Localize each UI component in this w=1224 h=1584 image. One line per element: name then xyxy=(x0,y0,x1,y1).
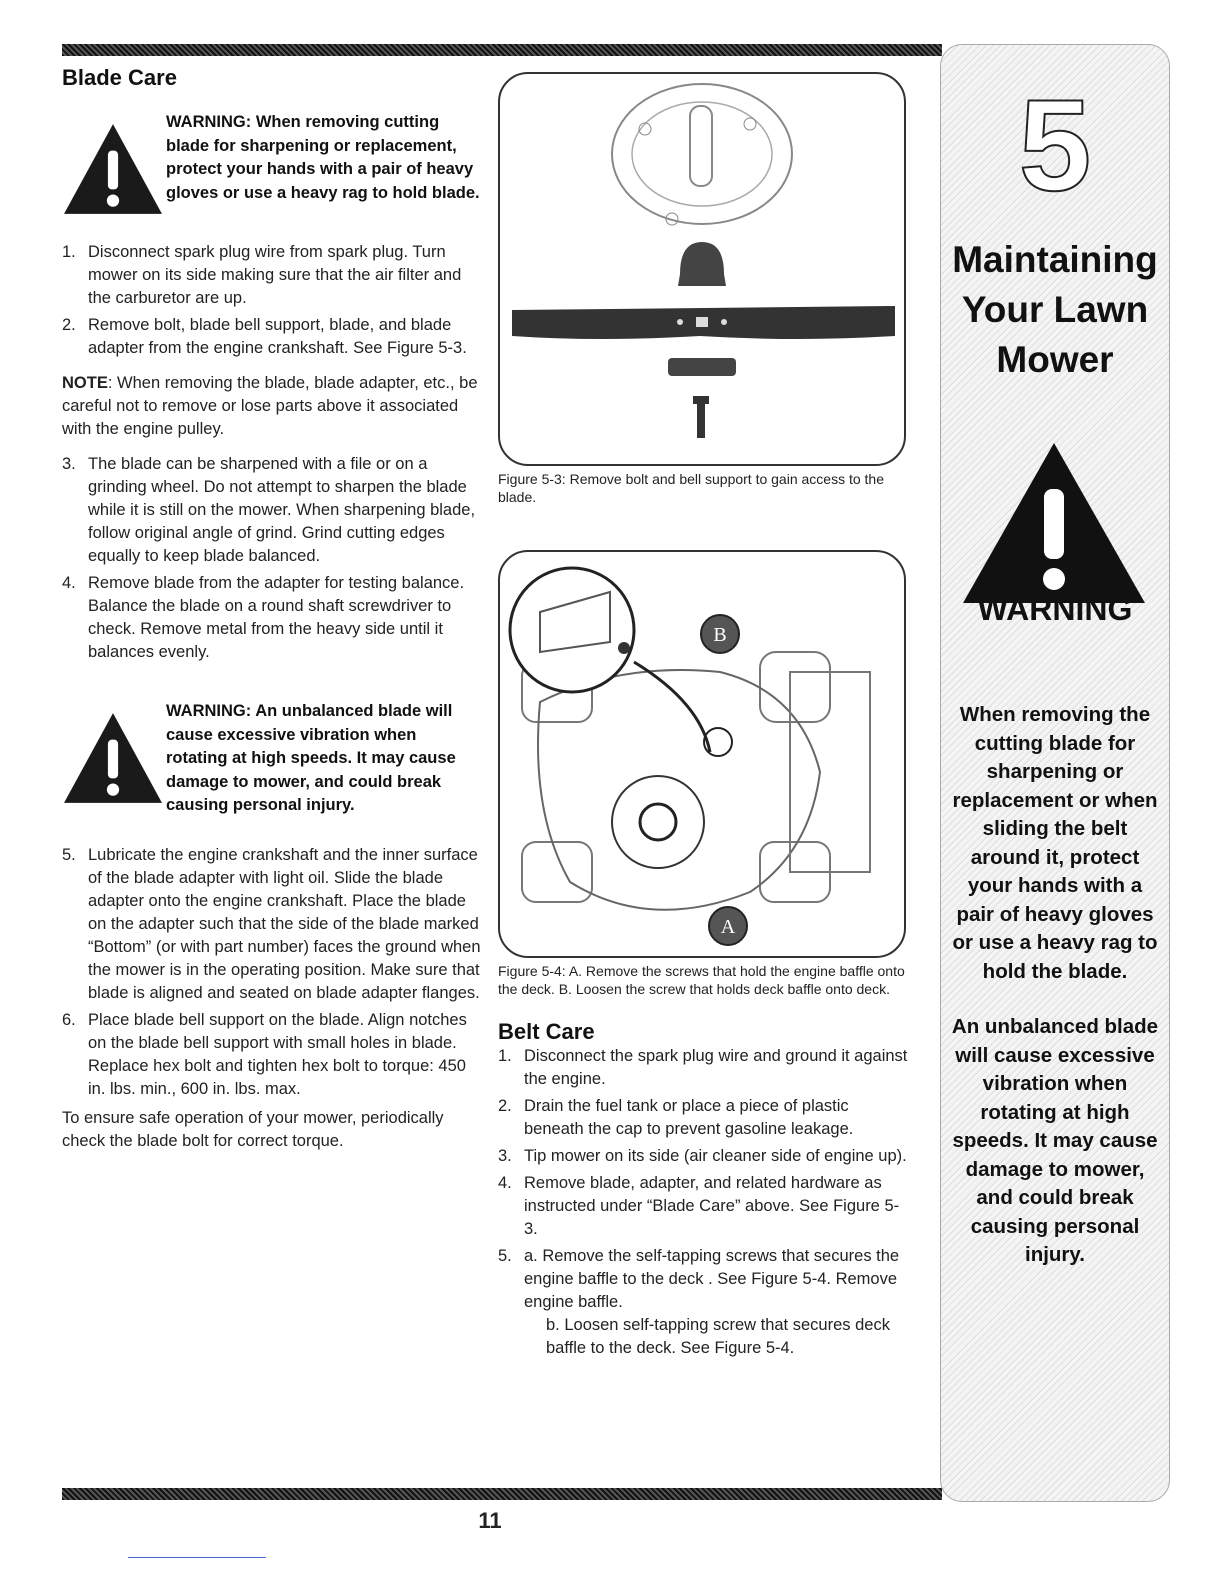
link-underline xyxy=(128,1557,266,1558)
warning-box-2 xyxy=(62,700,482,834)
chapter-number: 5 xyxy=(1018,72,1092,218)
figure-5-3 xyxy=(498,72,906,466)
callout-b-label: B xyxy=(713,624,727,646)
list-item: 1. Disconnect the spark plug wire and ground it against the engine. xyxy=(498,1047,908,1088)
top-rule xyxy=(62,44,942,56)
list-item: 5. Lubricate the engine crankshaft and the inner surface of the blade adapter with light oil. Slide the blade adapter onto the engine crankshaft. Place the blade on the adapter such that the side of the blade marked “Bottom” (or with part number) faces the ground when the mower is in the operating position. Make sure that blade is aligned and seated on blade adapter flanges. xyxy=(62,846,481,1002)
warning-triangle-icon xyxy=(62,121,164,217)
note-label: NOTE xyxy=(62,374,108,392)
figure-5-3-caption: Figure 5-3: Remove bolt and bell support to gain access to the blade. xyxy=(498,471,884,505)
callout-a-label: A xyxy=(720,916,736,938)
warning-text-1: WARNING: When removing cutting blade for sharpening or replacement, protect your hands with a pair of heavy gloves or use a heavy rag to hold blade. xyxy=(166,113,480,202)
note-paragraph: NOTE: When removing the blade, blade adapter, etc., be careful not to remove or lose parts above it associated with the engine pulley. xyxy=(62,374,478,438)
blade-steps-c xyxy=(62,844,482,1101)
step-5b: b. Loosen self-tapping screw that secures deck baffle to the deck. See Figure 5-4. xyxy=(546,1316,890,1357)
page-number: 11 xyxy=(478,1508,502,1533)
list-item: 1. Disconnect spark plug wire from spark plug. Turn mower on its side making sure that the air filter and the carburetor are up. xyxy=(62,243,462,307)
belt-steps xyxy=(498,1045,910,1360)
list-item: 6. Place blade bell support on the blade. Align notches on the blade bell support with small holes in blade. Replace hex bolt and tighten hex bolt to torque: 450 in. lbs. min., 600 in. lbs. max. xyxy=(62,1011,467,1098)
blade-steps-a xyxy=(62,241,482,360)
blade-care-column xyxy=(62,66,482,1153)
mower-baffle-illustration xyxy=(500,552,904,956)
blade-assembly-illustration xyxy=(500,74,904,464)
sidebar-warning-text-2: An unbalanced blade will cause excessive vibration when rotating at high speeds. It may cause damage to mower, and could break causing personal injury. xyxy=(951,1015,1159,1266)
sidebar-warning-heading: WARNING xyxy=(977,591,1133,627)
list-item: 4. Remove blade from the adapter for testing balance. Balance the blade on a round shaft screwdriver to check. Remove metal from the heavy side until it balances evenly. xyxy=(62,574,465,661)
closing-paragraph: To ensure safe operation of your mower, periodically check the blade bolt for correct torque. xyxy=(62,1109,444,1150)
figure-5-4 xyxy=(498,550,906,958)
blade-care-heading: Blade Care xyxy=(62,65,177,90)
figures-column xyxy=(498,72,910,1364)
chapter-sidebar xyxy=(940,44,1170,1502)
list-item: 5. a. Remove the self-tapping screws that secures the engine baffle to the deck . See Figure 5-4. Remove engine baffle. b. Loosen self-tapping screw that secures deck baffle to the deck. See Figure 5-4. xyxy=(498,1245,910,1360)
bottom-rule xyxy=(62,1488,942,1500)
sidebar-warning-text-1: When removing the cutting blade for sharpening or replacement or when sliding the belt around it, protect your hands with a pair of heavy gloves or use a heavy rag to hold the blade. xyxy=(952,703,1158,983)
warning-triangle-icon xyxy=(959,439,1149,607)
warning-box-1 xyxy=(62,111,482,231)
chapter-title: Maintaining Your Lawn Mower xyxy=(952,239,1158,380)
list-item: 2. Drain the fuel tank or place a piece of plastic beneath the cap to prevent gasoline leakage. xyxy=(498,1097,854,1138)
belt-care-heading: Belt Care xyxy=(498,1019,595,1044)
list-item: 3. Tip mower on its side (air cleaner side of engine up). xyxy=(498,1147,907,1165)
list-item: 3. The blade can be sharpened with a file or on a grinding wheel. Do not attempt to sharpen the blade while it is still on the mower. When sharpening blade, follow original angle of grind. Grind cutting edges equally to keep blade balanced. xyxy=(62,455,476,565)
list-item: 4. Remove blade, adapter, and related hardware as instructed under “Blade Care” above. See Figure 5-3. xyxy=(498,1174,900,1238)
warning-text-2: WARNING: An unbalanced blade will cause excessive vibration when rotating at high speeds. It may cause damage to mower, and could break causing personal injury. xyxy=(166,702,456,814)
list-item: 2. Remove bolt, blade bell support, blade, and blade adapter from the engine crankshaft. See Figure 5-3. xyxy=(62,316,467,357)
figure-5-4-caption: Figure 5-4: A. Remove the screws that hold the engine baffle onto the deck. B. Loosen the screw that holds deck baffle onto deck. xyxy=(498,963,905,997)
warning-triangle-icon xyxy=(62,710,164,806)
blade-steps-b xyxy=(62,453,482,664)
